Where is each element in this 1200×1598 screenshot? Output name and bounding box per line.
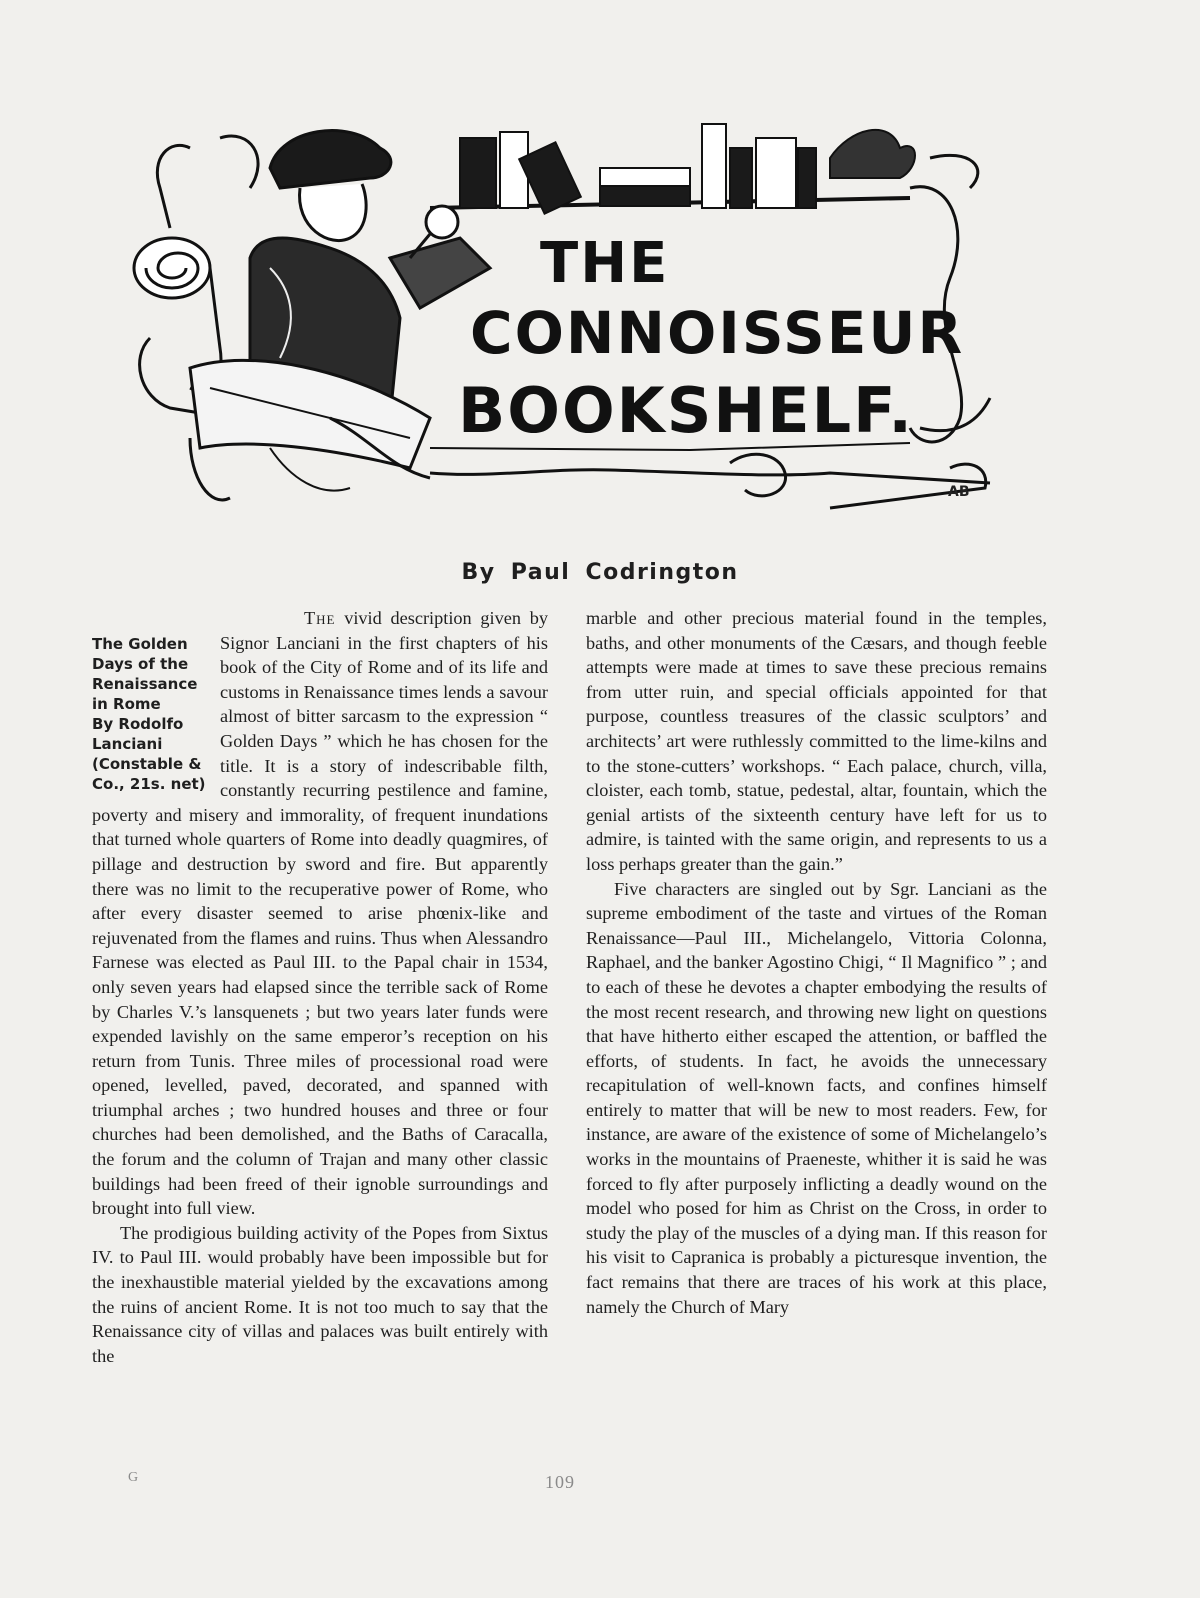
drop-word: The (304, 608, 336, 628)
sidenote-line: (Constable & (92, 755, 202, 773)
header-illustration (130, 118, 1010, 548)
sidenote-line: By Rodolfo (92, 715, 184, 733)
sidenote-line: Co., 21s. net) (92, 775, 206, 793)
masthead-title-line-3: BOOKSHELF. (458, 374, 914, 447)
sidenote-line: in Rome (92, 695, 161, 713)
author-byline: By Paul Codrington (461, 560, 739, 585)
book-sidenote (92, 634, 210, 794)
signature-mark: G (128, 1470, 139, 1485)
article-paragraph: marble and other precious material found in the temples, baths, and other monuments of the Cæsars, and though feeble attempts were made at times to save these precious remains from utter ruin, and special officials appointed for that purpose, countless treasures of the classic sculptors’ and architects’ art were ruthlessly committed to the lime-kilns and to the stone-cutters’ workshops. “ Each palace, church, villa, cloister, each tomb, statue, pedestal, altar, fountain, which the genial artists of the sixteenth century have left for us to admire, is tainted with the same origin, and represents to us a loss perhaps greater than the gain.” (586, 608, 1047, 874)
article-paragraph: Five characters are singled out by Sgr. Lanciani as the supreme embodiment of the taste and virtues of the Roman Renaissance—Paul III., Michelangelo, Vittoria Colonna, Raphael, and the banker Agostino Chigi, “ Il Magnifico ” ; and to each of these he devotes a chapter embodying the results of the most recent research, and throwing new light on questions that have hitherto either escaped the attention, or baffled the efforts, of students. In fact, he avoids the unnecessary recapitulation of well-known facts, and confines himself entirely to matter that will be new to most readers. Few, for instance, are aware of the existence of some of Michelangelo’s works in the mountains of Praeneste, whither it is said he was forced to fly after purposely inflicting a deadly wound on the model who posed for him as Christ on the Cross, in order to study the play of the muscles of a dying man. If this reason for his visit to Capranica is probably a picturesque invention, the fact remains that there are traces of his work at this place, namely the Church of Mary (586, 878, 1047, 1317)
article-paragraph: The prodigious building activity of the Popes from Sixtus IV. to Paul III. would probably have been impossible but for the inexhaustible material yielded by the excavations among the ruins of ancient Rome. It is not too much to say that the Renaissance city of villas and palaces was built entirely with the (92, 1222, 548, 1366)
masthead-title-line-2: CONNOISSEUR (470, 299, 965, 367)
sidenote-line: The Golden (92, 635, 188, 653)
page-number: 109 (545, 1472, 575, 1492)
paragraph-text: vivid description given by Signor Lanciani in the first chapters of his book of the City of Rome and of its life and customs in Renaissance times lends a savour almost of bitter sarcasm to the expression “ Golden Days ” which he has chosen for the title. It is a story of indescribable filth, constantly recurring pestilence and famine, poverty and misery and immorality, of frequent inundations that turned whole quarters of Rome into deadly quagmires, of pillage and destruction by sword and fire. But apparently there was no limit to the recuperative power of Rome, who after every disaster seemed to arise phœnix-like and rejuvenated from the flames and ruins. Thus when Alessandro Farnese was elected as Paul III. to the Papal chair in 1534, only seven years had elapsed since the terrible sack of Rome by Charles V.’s lansquenets ; but two years later funds were expended lavishly on the same emperor’s reception on his return from Tunis. Three miles of processional road were opened, levelled, paved, decorated, and spanned with triumphal arches ; two hundred houses and three or four churches had been demolished, and the Baths of Caracalla, the forum and the column of Trajan and many other classic buildings had been freed of their ignoble surroundings and brought into full view. (92, 608, 548, 1219)
masthead-title-line-1: THE (540, 231, 670, 296)
sidenote-line: Renaissance (92, 675, 198, 693)
article-left-column (92, 606, 548, 1368)
sidenote-line: Lanciani (92, 735, 163, 753)
artist-monogram: AB (948, 484, 970, 500)
sidenote-line: Days of the (92, 655, 189, 673)
article-right-column (586, 606, 1047, 1319)
